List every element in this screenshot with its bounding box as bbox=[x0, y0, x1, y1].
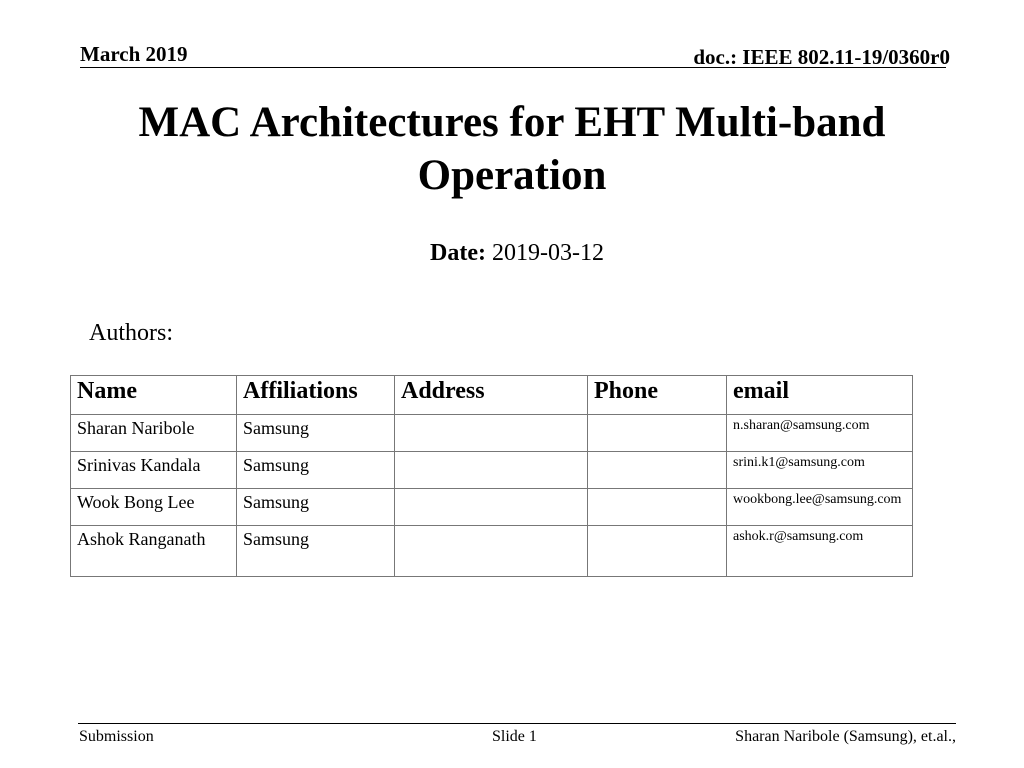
author-email[interactable]: ashok.r@samsung.com bbox=[727, 526, 913, 577]
table-row bbox=[71, 489, 913, 526]
author-affiliation: Samsung bbox=[237, 452, 395, 489]
author-address bbox=[395, 489, 588, 526]
author-name: Wook Bong Lee bbox=[71, 489, 237, 526]
author-affiliation: Samsung bbox=[237, 526, 395, 577]
authors-label: Authors: bbox=[89, 320, 173, 346]
author-email[interactable]: srini.k1@samsung.com bbox=[727, 452, 913, 489]
author-name: Sharan Naribole bbox=[71, 415, 237, 452]
author-address bbox=[395, 452, 588, 489]
author-email[interactable]: wookbong.lee@samsung.com bbox=[727, 489, 913, 526]
author-name: Srinivas Kandala bbox=[71, 452, 237, 489]
footer-submission: Submission bbox=[79, 728, 154, 745]
column-header-name: Name bbox=[71, 376, 237, 415]
author-affiliation: Samsung bbox=[237, 489, 395, 526]
date-value: 2019-03-12 bbox=[491, 240, 604, 266]
date-label: Date: bbox=[430, 240, 486, 266]
author-phone bbox=[588, 415, 727, 452]
table-header-row bbox=[71, 376, 913, 415]
footer-author: Sharan Naribole (Samsung), et.al., bbox=[735, 728, 956, 745]
table-row bbox=[71, 452, 913, 489]
column-header-email: email bbox=[727, 376, 913, 415]
header-date: March 2019 bbox=[80, 42, 188, 66]
author-name: Ashok Ranganath bbox=[71, 526, 237, 577]
table-row bbox=[71, 415, 913, 452]
author-email[interactable]: n.sharan@samsung.com bbox=[727, 415, 913, 452]
author-phone bbox=[588, 489, 727, 526]
column-header-address: Address bbox=[395, 376, 588, 415]
slide-title: MAC Architectures for EHT Multi-band Operation bbox=[138, 99, 886, 199]
header-divider bbox=[80, 67, 946, 68]
table-row bbox=[71, 526, 913, 577]
column-header-affiliations: Affiliations bbox=[237, 376, 395, 415]
author-phone bbox=[588, 526, 727, 577]
footer-divider bbox=[78, 723, 956, 724]
author-address bbox=[395, 526, 588, 577]
authors-table bbox=[70, 375, 913, 577]
author-affiliation: Samsung bbox=[237, 415, 395, 452]
column-header-phone: Phone bbox=[588, 376, 727, 415]
date-line bbox=[0, 240, 1024, 267]
footer-slide-number: Slide 1 bbox=[492, 728, 537, 745]
author-phone bbox=[588, 452, 727, 489]
header-doc-id: doc.: IEEE 802.11-19/0360r0 bbox=[693, 45, 950, 69]
author-address bbox=[395, 415, 588, 452]
